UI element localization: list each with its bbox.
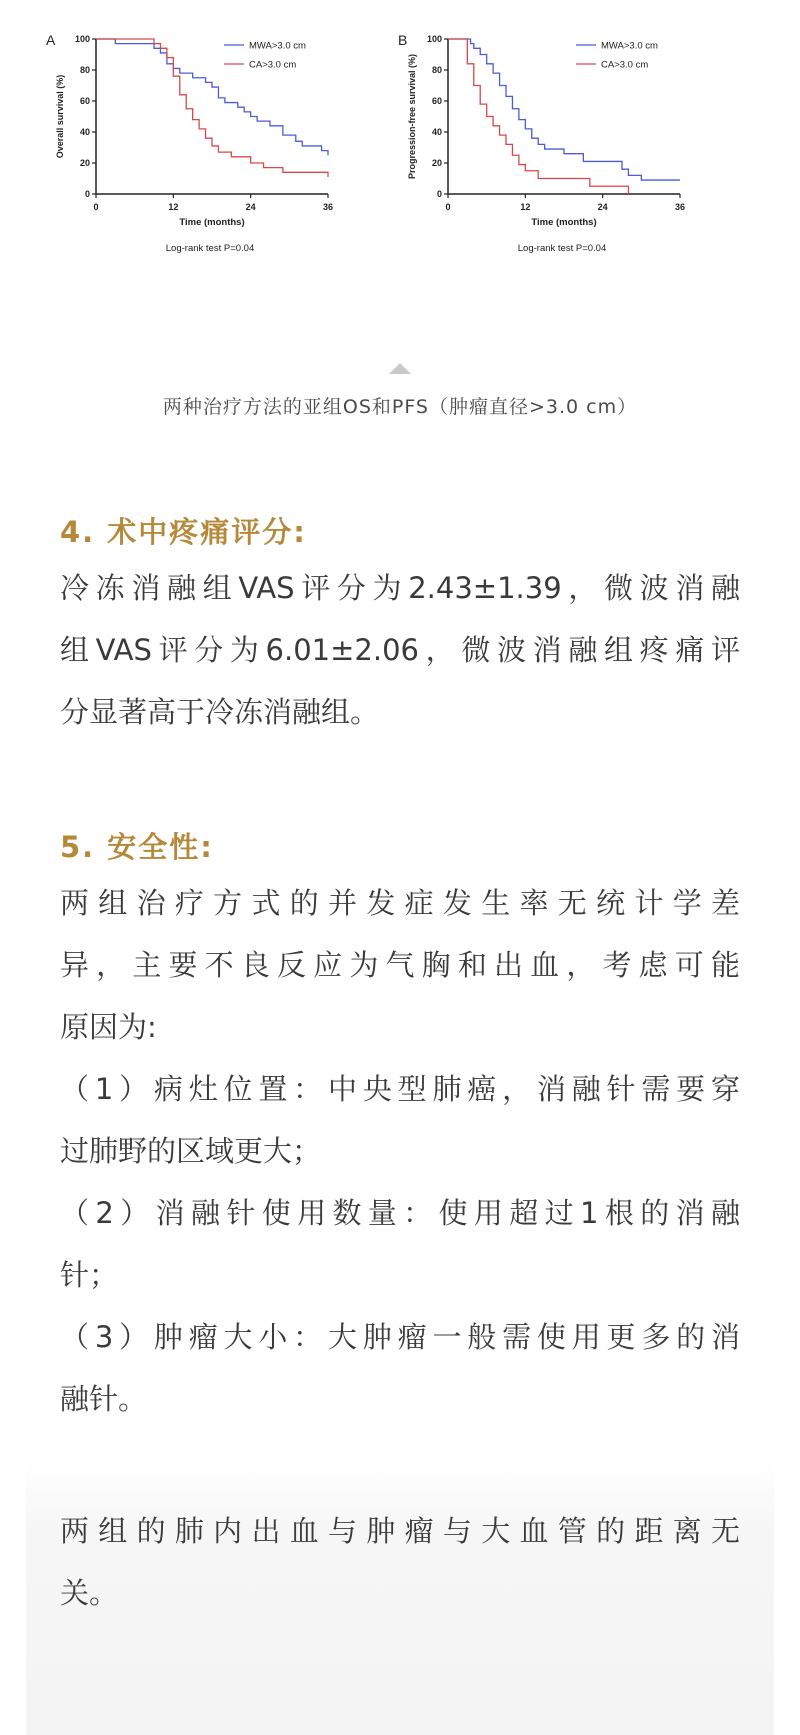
text-line: （2）消融针使用数量：使用超过1根的消融 bbox=[60, 1196, 740, 1230]
text-line: 两组治疗方式的并发症发生率无统计学差 bbox=[60, 886, 740, 920]
text-line: 分显著高于冷冻消融组。 bbox=[60, 695, 380, 729]
text-line: 组VAS评分为6.01±2.06，微波消融组疼痛评 bbox=[60, 633, 740, 667]
legend-label: MWA>3.0 cm bbox=[601, 40, 658, 52]
text-line: （1）病灶位置：中央型肺癌，消融针需要穿 bbox=[60, 1072, 740, 1106]
x-tick-label: 24 bbox=[597, 202, 608, 212]
y-tick-label: 0 bbox=[436, 189, 442, 199]
y-tick-label: 100 bbox=[74, 34, 90, 44]
x-axis-label: Time (months) bbox=[531, 217, 597, 228]
text-line: （3）肿瘤大小：大肿瘤一般需使用更多的消 bbox=[60, 1320, 740, 1354]
panel-letter: A bbox=[46, 32, 56, 48]
y-tick-label: 40 bbox=[79, 127, 90, 137]
x-tick-label: 36 bbox=[674, 202, 686, 212]
km-survival-charts bbox=[40, 28, 760, 298]
text-line: 两组的肺内出血与肿瘤与大血管的距离无 bbox=[60, 1514, 740, 1548]
y-tick-label: 100 bbox=[426, 34, 442, 44]
text-line: 原因为: bbox=[60, 1010, 157, 1044]
closing-paragraph bbox=[60, 1500, 740, 1624]
log-rank-annotation: Log-rank test P=0.04 bbox=[165, 243, 255, 254]
x-tick-label: 0 bbox=[445, 202, 451, 212]
caption-caret-icon bbox=[389, 363, 411, 374]
y-tick-label: 0 bbox=[84, 189, 90, 199]
x-tick-label: 0 bbox=[93, 202, 99, 212]
x-tick-label: 12 bbox=[520, 202, 531, 212]
x-axis-label: Time (months) bbox=[179, 217, 245, 228]
text-line: 异，主要不良反应为气胸和出血，考虑可能 bbox=[60, 948, 740, 982]
legend-label: CA>3.0 cm bbox=[249, 59, 297, 71]
km-figure bbox=[40, 28, 760, 298]
text-line: 针； bbox=[60, 1258, 119, 1292]
y-tick-label: 80 bbox=[431, 65, 442, 75]
x-tick-label: 12 bbox=[168, 202, 179, 212]
y-tick-label: 20 bbox=[431, 158, 442, 168]
legend-label: MWA>3.0 cm bbox=[249, 40, 306, 52]
text-line: 关。 bbox=[60, 1576, 119, 1610]
figure-caption: 两种治疗方法的亚组OS和PFS（肿瘤直径>3.0 cm） bbox=[162, 396, 638, 418]
y-tick-label: 60 bbox=[431, 96, 442, 106]
panel-letter: B bbox=[398, 32, 408, 48]
y-axis-label: Overall survival (%) bbox=[55, 74, 65, 159]
y-tick-label: 80 bbox=[79, 65, 90, 75]
section-heading-safety: 5. 安全性: bbox=[60, 830, 214, 864]
section-body-pain-score bbox=[60, 557, 740, 743]
x-tick-label: 36 bbox=[322, 202, 334, 212]
y-tick-label: 40 bbox=[431, 127, 442, 137]
log-rank-annotation: Log-rank test P=0.04 bbox=[517, 243, 607, 254]
section-body-safety bbox=[60, 872, 740, 1430]
y-tick-label: 60 bbox=[79, 96, 90, 106]
x-tick-label: 24 bbox=[245, 202, 256, 212]
text-line: 冷冻消融组VAS评分为2.43±1.39，微波消融 bbox=[60, 571, 740, 605]
y-tick-label: 20 bbox=[79, 158, 90, 168]
y-axis-label: Progression-free survival (%) bbox=[407, 53, 417, 180]
legend-label: CA>3.0 cm bbox=[601, 59, 649, 71]
text-line: 融针。 bbox=[60, 1382, 148, 1416]
section-heading-pain-score: 4. 术中疼痛评分: bbox=[60, 515, 307, 549]
text-line: 过肺野的区域更大； bbox=[60, 1134, 322, 1168]
